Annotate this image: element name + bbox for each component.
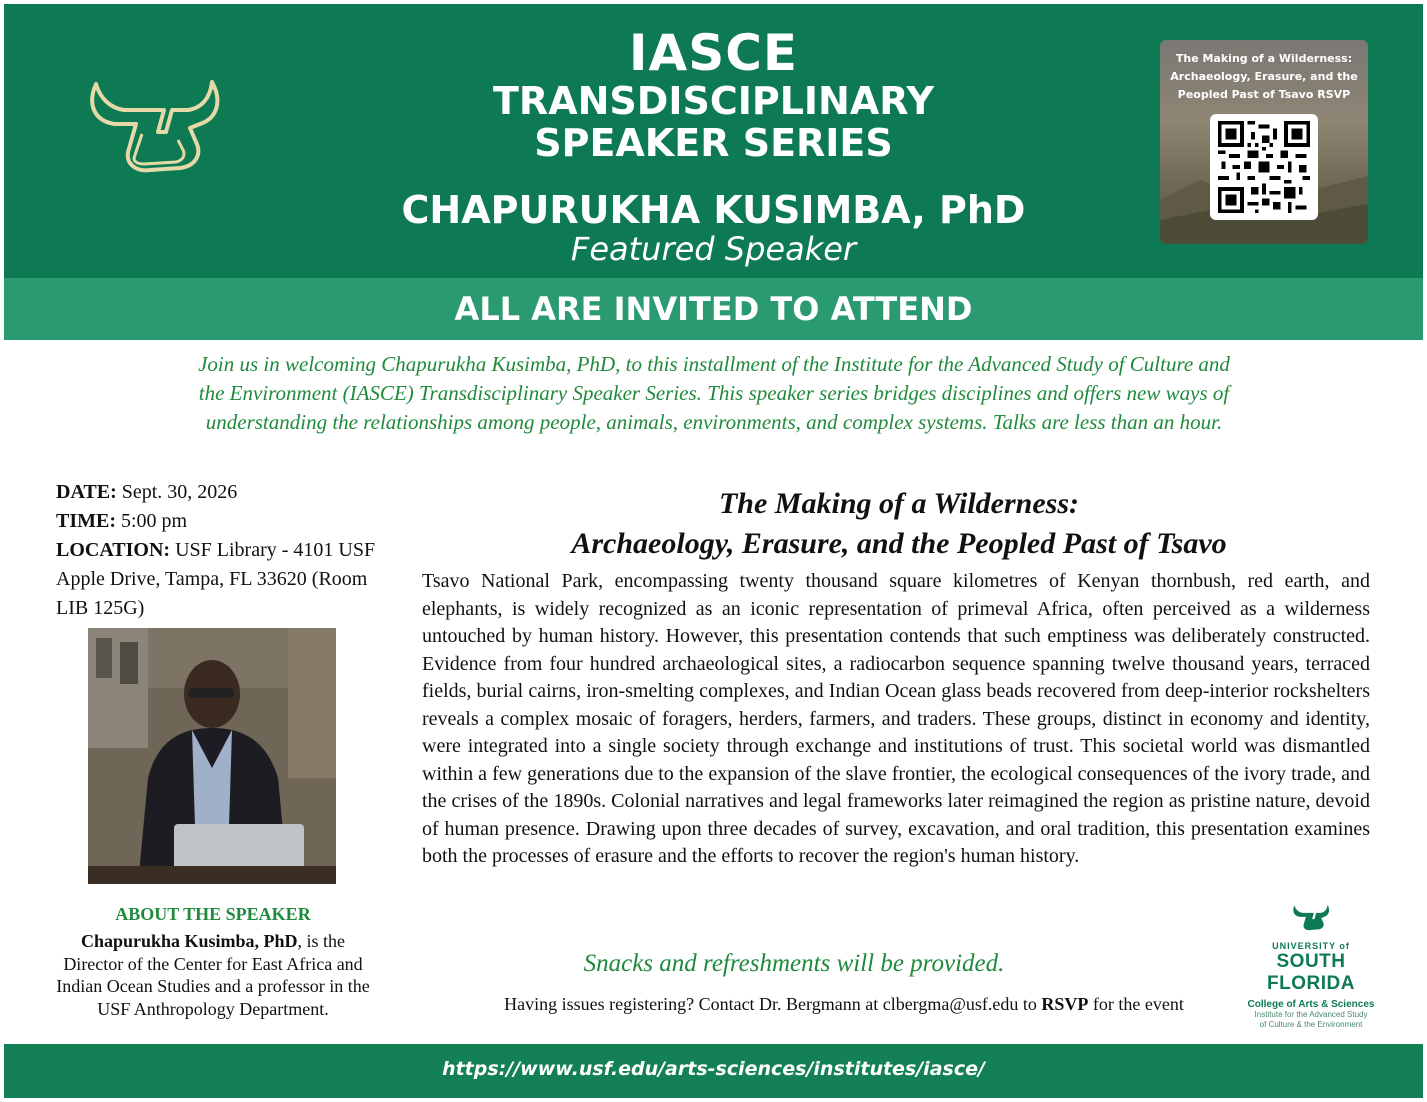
time-value: 5:00 pm — [121, 510, 188, 532]
rsvp-link[interactable]: RSVP — [1041, 994, 1089, 1014]
small-bull-icon — [1289, 902, 1333, 934]
usf-institute-line1: Institute for the Advanced Study — [1254, 1010, 1368, 1019]
rsvp-qr-card[interactable] — [1160, 40, 1368, 244]
series-title-line2: SPEAKER SERIES — [534, 121, 893, 165]
speaker-photo — [88, 628, 336, 884]
time-label: TIME: — [56, 510, 116, 532]
flyer — [4, 4, 1423, 1098]
registration-note: Having issues registering? Contact Dr. Bergmann at clbergma@usf.edu to RSVP for the event — [504, 994, 1184, 1014]
invite-banner: ALL ARE INVITED TO ATTEND — [4, 278, 1423, 340]
talk-title-line1: The Making of a Wilderness: — [718, 487, 1080, 520]
series-acronym: IASCE — [628, 24, 799, 82]
talk-title — [424, 484, 1374, 564]
usf-university: UNIVERSITY of — [1272, 941, 1350, 951]
date-value: Sept. 30, 2026 — [121, 481, 238, 503]
qr-code-icon[interactable] — [1210, 114, 1318, 220]
about-text — [52, 930, 374, 1020]
header-banner — [4, 4, 1423, 278]
date-label: DATE: — [56, 481, 117, 503]
talk-title-line2: Archaeology, Erasure, and the Peopled Past of Tsavo — [571, 527, 1227, 560]
usf-institute-line2: of Culture & the Environment — [1259, 1020, 1363, 1029]
location-label: LOCATION: — [56, 539, 171, 561]
intro-paragraph: Join us in welcoming Chapurukha Kusimba, PhD, to this installment of the Institute for the Advanced Study of Culture and the Environment (IASCE) Transdisciplinary Speaker Series. This speaker series bridges disciplines and offers new ways of understanding the relationships among people, animals, environments, and complex systems. Talks are less than an hour. — [198, 352, 1230, 434]
speaker-role: Featured Speaker — [570, 230, 857, 268]
about-heading: ABOUT THE SPEAKER — [115, 904, 311, 924]
snacks-note: Snacks and refreshments will be provided. — [583, 950, 1005, 977]
talk-abstract: Tsavo National Park, encompassing twenty thousand square kilometres of Kenyan thornbush, red earth, and elephants, is widely recognized as an iconic representation of primeval Africa, often perceived as a wilderness untouched by human history. However, this presentation contends that such emptiness was deliberately constructed. Evidence from four hundred archaeological sites, a radiocarbon sequence spanning twelve thousand years, terraced fields, burial cairns, iron-smelting complexes, and Indian Ocean glass beads recovered from deep-interior rockshelters reveals a complex mosaic of foragers, herders, farmers, and traders. These groups, distinct in economy and identity, were integrated into a single society through exchange and institutions of trust. This societal world was dismantled within a few generations due to the expansion of the slave frontier, the ecological consequences of the ivory trade, and the crises of the 1890s. Colonial narratives and legal frameworks later reimagined the region as pristine nature, devoid of human presence. Drawing upon three decades of survey, excavation, and oral tradition, this presentation examines both the processes of erasure and the efforts to recover the region's human history. — [422, 570, 1370, 867]
usf-logo — [1236, 902, 1386, 1030]
series-title-line1: TRANSDISCIPLINARY — [493, 79, 934, 123]
about-name: Chapurukha Kusimba, PhD — [80, 931, 298, 951]
qr-caption: The Making of a Wilderness: Archaeology, Erasure, and the Peopled Past of Tsavo RSVP — [1170, 52, 1358, 101]
usf-college: College of Arts & Sciences — [1247, 999, 1375, 1010]
speaker-name: CHAPURUKHA KUSIMBA, PhD — [401, 188, 1026, 232]
usf-name: SOUTH FLORIDA — [1267, 951, 1355, 994]
footer-url-link[interactable]: https://www.usf.edu/arts-sciences/institutes/iasce/ — [4, 1044, 1423, 1098]
event-details — [56, 478, 396, 623]
about-bio: , is the Director of the Center for East Africa and Indian Ocean Studies and a professor in the USF Anthropology Department. — [56, 931, 370, 1019]
location-value: USF Library - 4101 USF Apple Drive, Tampa, FL 33620 (Room LIB 125G) — [56, 539, 376, 619]
